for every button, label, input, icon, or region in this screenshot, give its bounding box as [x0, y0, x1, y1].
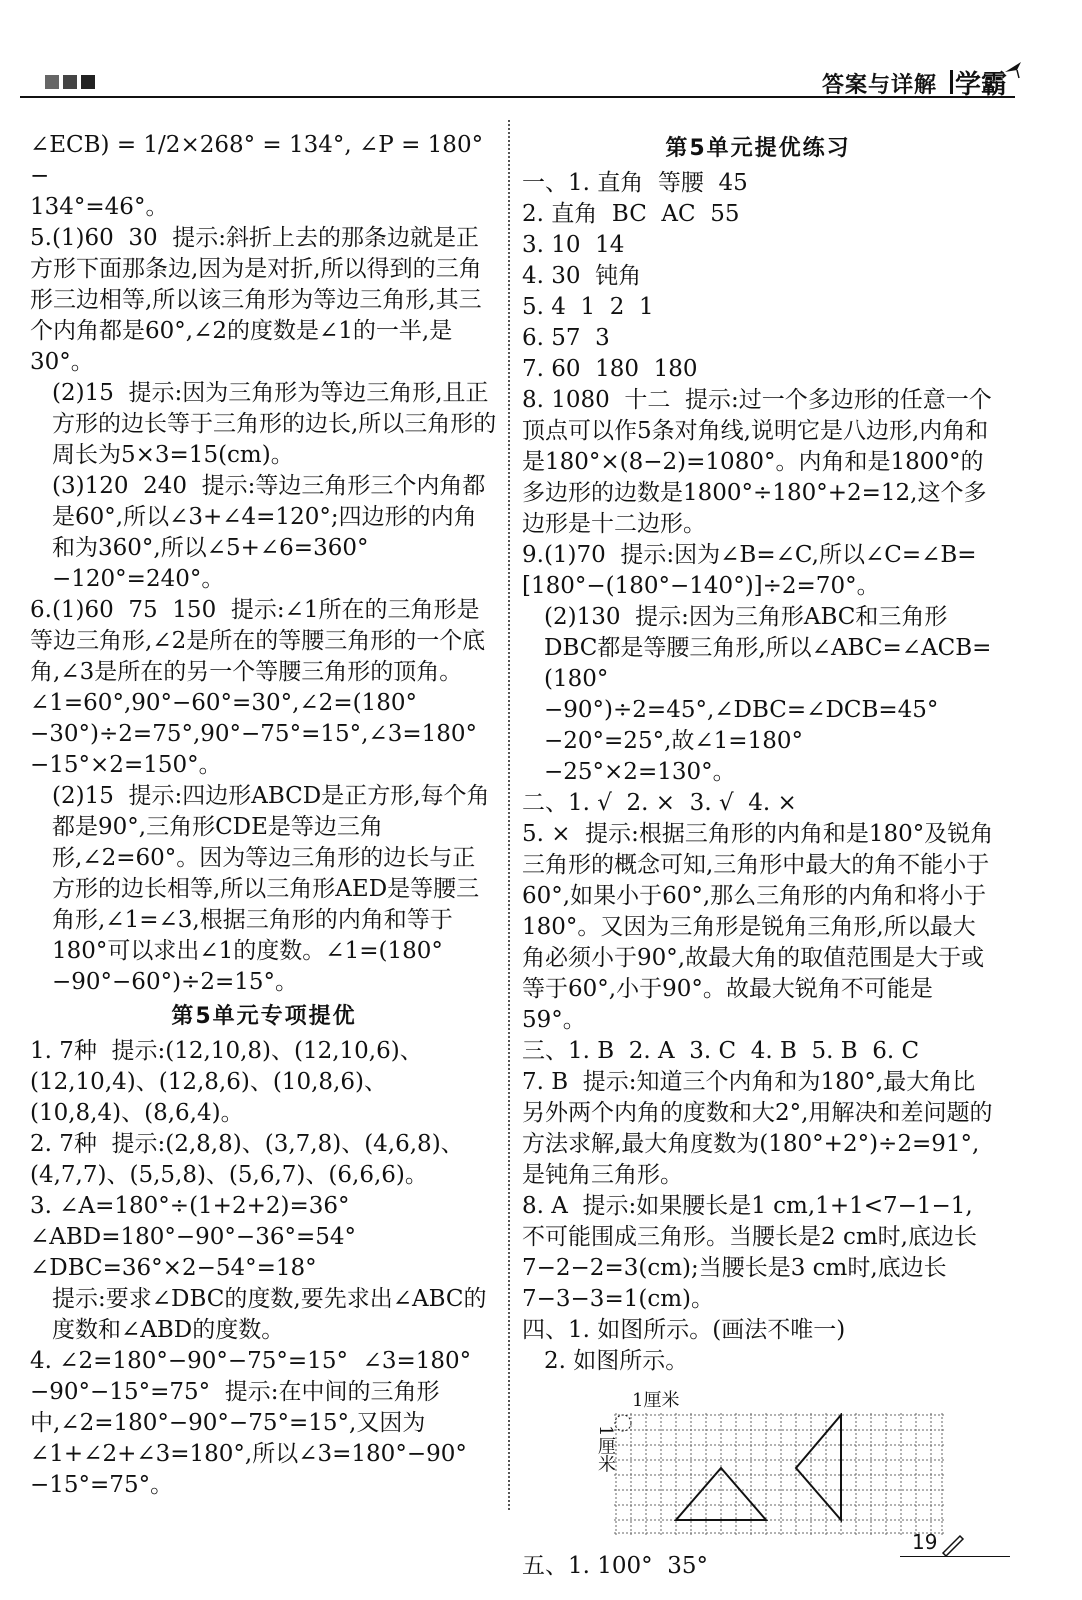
header-title: 答案与详解 — [821, 73, 937, 98]
practice-2: 二、1. √ 2. × 3. √ 4. × — [522, 790, 797, 816]
answer-text: ∠ECB) = 1/2×268° = 134°, ∠P = 180° − — [30, 132, 491, 189]
answer-q5-2: (2)15 提示:因为三角形为等边三角形,且正方形的边长等于三角形的边长,所以三角形的周长为5×3=15(cm)。 — [52, 380, 497, 468]
section-heading-practice: 第5单元提优练习 — [665, 136, 851, 161]
practice-5-1: 五、1. 100° 35° — [522, 1553, 709, 1579]
answer-q5-1: 5.(1)60 30 提示:斜折上去的那条边就是正方形下面那条边,因为是对折,所以得到的三角形三边相等,所以该三角形为等边三角形,其三个内角都是60°,∠2的度数是∠1的一半,是30°。 — [30, 225, 482, 375]
unit-marker — [615, 1415, 631, 1431]
answer-q5-3: (3)120 240 提示:等边三角形三个内角都是60°,所以∠3+∠4=120°;四边形的内角和为360°,所以∠5+∠6=360°−120°=240°。 — [52, 473, 486, 592]
special-q4: 4. ∠2=180°−90°−75°=15° ∠3=180°−90°−15°=75° 提示:在中间的三角形中,∠2=180°−90°−75°=15°,又因为∠1+∠2+∠3=180°,所以∠3=180°−90°−15°=75°。 — [30, 1348, 472, 1498]
practice-4-1: 四、1. 如图所示。(画法不唯一) — [522, 1317, 846, 1343]
page-number: 19 — [912, 1530, 938, 1554]
practice-3-8: 8. A 提示:如果腰长是1 cm,1+1<7−1−1,不可能围成三角形。当腰长是2 cm时,底边长7−2−2=3(cm);当腰长是3 cm时,底边长7−3−3=1(cm)。 — [522, 1193, 977, 1312]
grid-unit-label-vertical: 1厘米 — [595, 1425, 616, 1473]
answer-q6-1: 6.(1)60 75 150 提示:∠1所在的三角形是等边三角形,∠2是所在的等腰三角形的一个底角,∠3是所在的另一个等腰三角形的顶角。∠1=60°,90°−60°=30°,∠2=(180°−30°)÷2=75°,90°−75°=15°,∠3=180°−15°×2=150°。 — [30, 597, 486, 778]
page-footer — [900, 1530, 1010, 1560]
grid-figure — [592, 1385, 1012, 1545]
section-heading-special: 第5单元专项提优 — [171, 1004, 357, 1029]
special-q3-hint: 提示:要求∠DBC的度数,要先求出∠ABC的度数和∠ABD的度数。 — [52, 1286, 487, 1343]
practice-1-7: 7. 60 180 180 — [522, 356, 698, 382]
practice-1-1: 一、1. 直角 等腰 45 — [522, 170, 748, 196]
header-separator — [950, 70, 953, 94]
special-q2: 2. 7种 提示:(2,8,8)、(3,7,8)、(4,6,8)、(4,7,7)、(5,5,8)、(5,6,7)、(6,6,6)。 — [30, 1131, 464, 1188]
grid-drawing — [614, 1413, 944, 1535]
right-column — [522, 130, 994, 1582]
graduation-cap-icon — [1003, 60, 1023, 80]
practice-4-2: 2. 如图所示。 — [544, 1348, 689, 1374]
column-divider — [508, 120, 510, 1510]
practice-1-5: 5. 4 1 2 1 — [522, 294, 654, 320]
left-column — [30, 130, 498, 1501]
special-q3: 3. ∠A=180°÷(1+2+2)=36° ∠ABD=180°−90°−36°=54° ∠DBC=36°×2−54°=18° — [30, 1193, 371, 1281]
answer-q6-2: (2)15 提示:四边形ABCD是正方形,每个角都是90°,三角形CDE是等边三角形,∠2=60°。因为等边三角形的边长与正方形的边长相等,所以三角形AED是等腰三角形,∠1=∠3,根据三角形的内角和等于180°可以求出∠1的度数。∠1=(180°−90°−60°)÷2=15°。 — [52, 783, 490, 995]
triangle-figure-2 — [796, 1415, 841, 1520]
page-header — [20, 60, 1025, 110]
grid-unit-label: 1厘米 — [632, 1390, 680, 1411]
practice-3-7: 7. B 提示:知道三个内角和为180°,最大角比另外两个内角的度数和大2°,用解决和差问题的方法求解,最大角度数为(180°+2°)÷2=91°,是钝角三角形。 — [522, 1069, 993, 1188]
practice-2-5: 5. × 提示:根据三角形的内角和是180°及锐角三角形的概念可知,三角形中最大的角不能小于60°,如果小于60°,那么三角形的内角和将小于180°。又因为三角形是锐角三角形,所以最大角必须小于90°,故最大角的取值范围是大于或等于60°,小于90°。故最大锐角不可能是59°。 — [522, 821, 994, 1033]
answer-text: 134°=46°。 — [30, 194, 169, 220]
practice-1-9-2: (2)130 提示:因为三角形ABC和三角形DBC都是等腰三角形,所以∠ABC=∠ACB=(180°−90°)÷2=45°,∠DBC=∠DCB=45°−20°=25°,故∠1=180°−25°×2=130°。 — [544, 604, 992, 785]
practice-1-9-1: 9.(1)70 提示:因为∠B=∠C,所以∠C=∠B=[180°−(180°−140°)]÷2=70°。 — [522, 542, 977, 599]
header-squares — [45, 75, 95, 89]
header-brand: 学霸 — [954, 70, 1007, 100]
practice-1-6: 6. 57 3 — [522, 325, 610, 351]
pen-icon — [940, 1532, 966, 1556]
special-q1: 1. 7种 提示:(12,10,8)、(12,10,6)、(12,10,4)、(12,8,6)、(10,8,6)、(10,8,4)、(8,6,4)。 — [30, 1038, 423, 1126]
practice-1-3: 3. 10 14 — [522, 232, 625, 258]
practice-3: 三、1. B 2. A 3. C 4. B 5. B 6. C — [522, 1038, 920, 1064]
footer-rule — [900, 1556, 1010, 1557]
practice-1-2: 2. 直角 BC AC 55 — [522, 201, 740, 227]
practice-1-4: 4. 30 钝角 — [522, 263, 642, 289]
practice-1-8: 8. 1080 十二 提示:过一个多边形的任意一个顶点可以作5条对角线,说明它是八边形,内角和是180°×(8−2)=1080°。内角和是1800°的多边形的边数是1800°÷180°+2=12,这个多边形是十二边形。 — [522, 387, 992, 537]
